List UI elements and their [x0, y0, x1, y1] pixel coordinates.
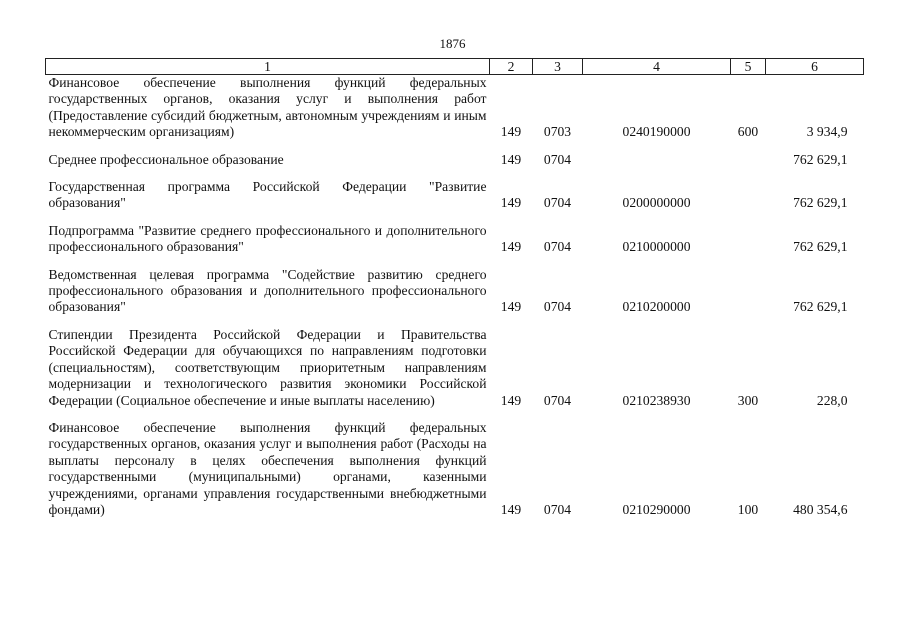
cell-name: Стипендии Президента Российской Федерации и Правительства Российской Федерации для обучающихся по направлениям подготовки (специальностям), соответствующим приоритетным направлениям модернизации и технологического развития экономики Российской Федерации (Социальное обеспечение и иные выплаты населению): [48, 326, 487, 408]
cell-section: 0704: [543, 501, 572, 517]
cell-target: 0210238930: [622, 392, 691, 408]
header-col-6: 6: [766, 59, 864, 75]
cell-expense-type: [731, 256, 766, 316]
cell-amount: 762 629,1: [793, 299, 848, 315]
table-row: [46, 316, 864, 409]
header-col-4: 4: [583, 59, 731, 75]
table-header: [46, 59, 864, 75]
cell-amount: 762 629,1: [793, 195, 848, 211]
header-col-3: 3: [533, 59, 583, 75]
cell-name: Государственная программа Российской Федерации "Развитие образования": [48, 179, 487, 211]
cell-section: 0704: [543, 239, 572, 255]
table-body: [46, 75, 864, 519]
cell-expense-type: [731, 141, 766, 168]
cell-target: 0210290000: [622, 501, 691, 517]
cell-amount: 480 354,6: [793, 501, 848, 517]
cell-expense-type: 100: [737, 501, 759, 517]
cell-target: [583, 141, 731, 168]
cell-amount: 3 934,9: [806, 124, 848, 140]
table-row: [46, 256, 864, 316]
header-col-2: 2: [490, 59, 533, 75]
cell-target: 0210000000: [622, 239, 691, 255]
cell-name: Финансовое обеспечение выполнения функций федеральных государственных органов, оказания услуг и выполнения работ (Предоставление субсидий бюджетным, автономным учреждениям и иным некоммерческим организациям): [48, 75, 487, 140]
cell-name: Финансовое обеспечение выполнения функций федеральных государственных органов, оказания услуг и выполнения работ (Расходы на выплаты персоналу в целях обеспечения выполнения функций государственными (муниципальными) органами, казенными учреждениями, органами управления государственными внебюджетными фондами): [48, 419, 487, 517]
header-row: [46, 59, 864, 75]
cell-name: Ведомственная целевая программа "Содействие развитию среднего профессионального образования и дополнительного профессионального образования": [48, 266, 487, 315]
table-row: [46, 212, 864, 256]
cell-ministry: 149: [500, 195, 522, 211]
header-col-1: 1: [46, 59, 490, 75]
cell-target: 0240190000: [622, 124, 691, 140]
table-row: [46, 141, 864, 168]
table-row: [46, 75, 864, 141]
cell-ministry: 149: [500, 151, 522, 167]
cell-target: 0210200000: [622, 299, 691, 315]
header-col-5: 5: [731, 59, 766, 75]
cell-section: 0703: [543, 124, 572, 140]
cell-expense-type: [731, 212, 766, 256]
page-number: 1876: [439, 36, 466, 51]
cell-expense-type: 300: [737, 392, 759, 408]
cell-amount: 228,0: [816, 392, 848, 408]
cell-amount: 762 629,1: [793, 239, 848, 255]
cell-ministry: 149: [500, 299, 522, 315]
cell-name: Подпрограмма "Развитие среднего профессионального и дополнительного профессионального образования": [48, 222, 487, 255]
table-row: [46, 168, 864, 212]
cell-ministry: 149: [500, 239, 522, 255]
budget-table: [45, 58, 864, 518]
cell-name: Среднее профессиональное образование: [48, 151, 284, 167]
cell-amount: 762 629,1: [793, 151, 848, 167]
cell-ministry: 149: [500, 124, 522, 140]
cell-expense-type: [731, 168, 766, 212]
cell-section: 0704: [543, 392, 572, 408]
cell-section: 0704: [543, 151, 572, 167]
cell-expense-type: 600: [737, 124, 759, 140]
cell-ministry: 149: [500, 501, 522, 517]
cell-section: 0704: [543, 299, 572, 315]
table-row: [46, 409, 864, 518]
cell-ministry: 149: [500, 392, 522, 408]
cell-target: 0200000000: [622, 195, 691, 211]
cell-section: 0704: [543, 195, 572, 211]
